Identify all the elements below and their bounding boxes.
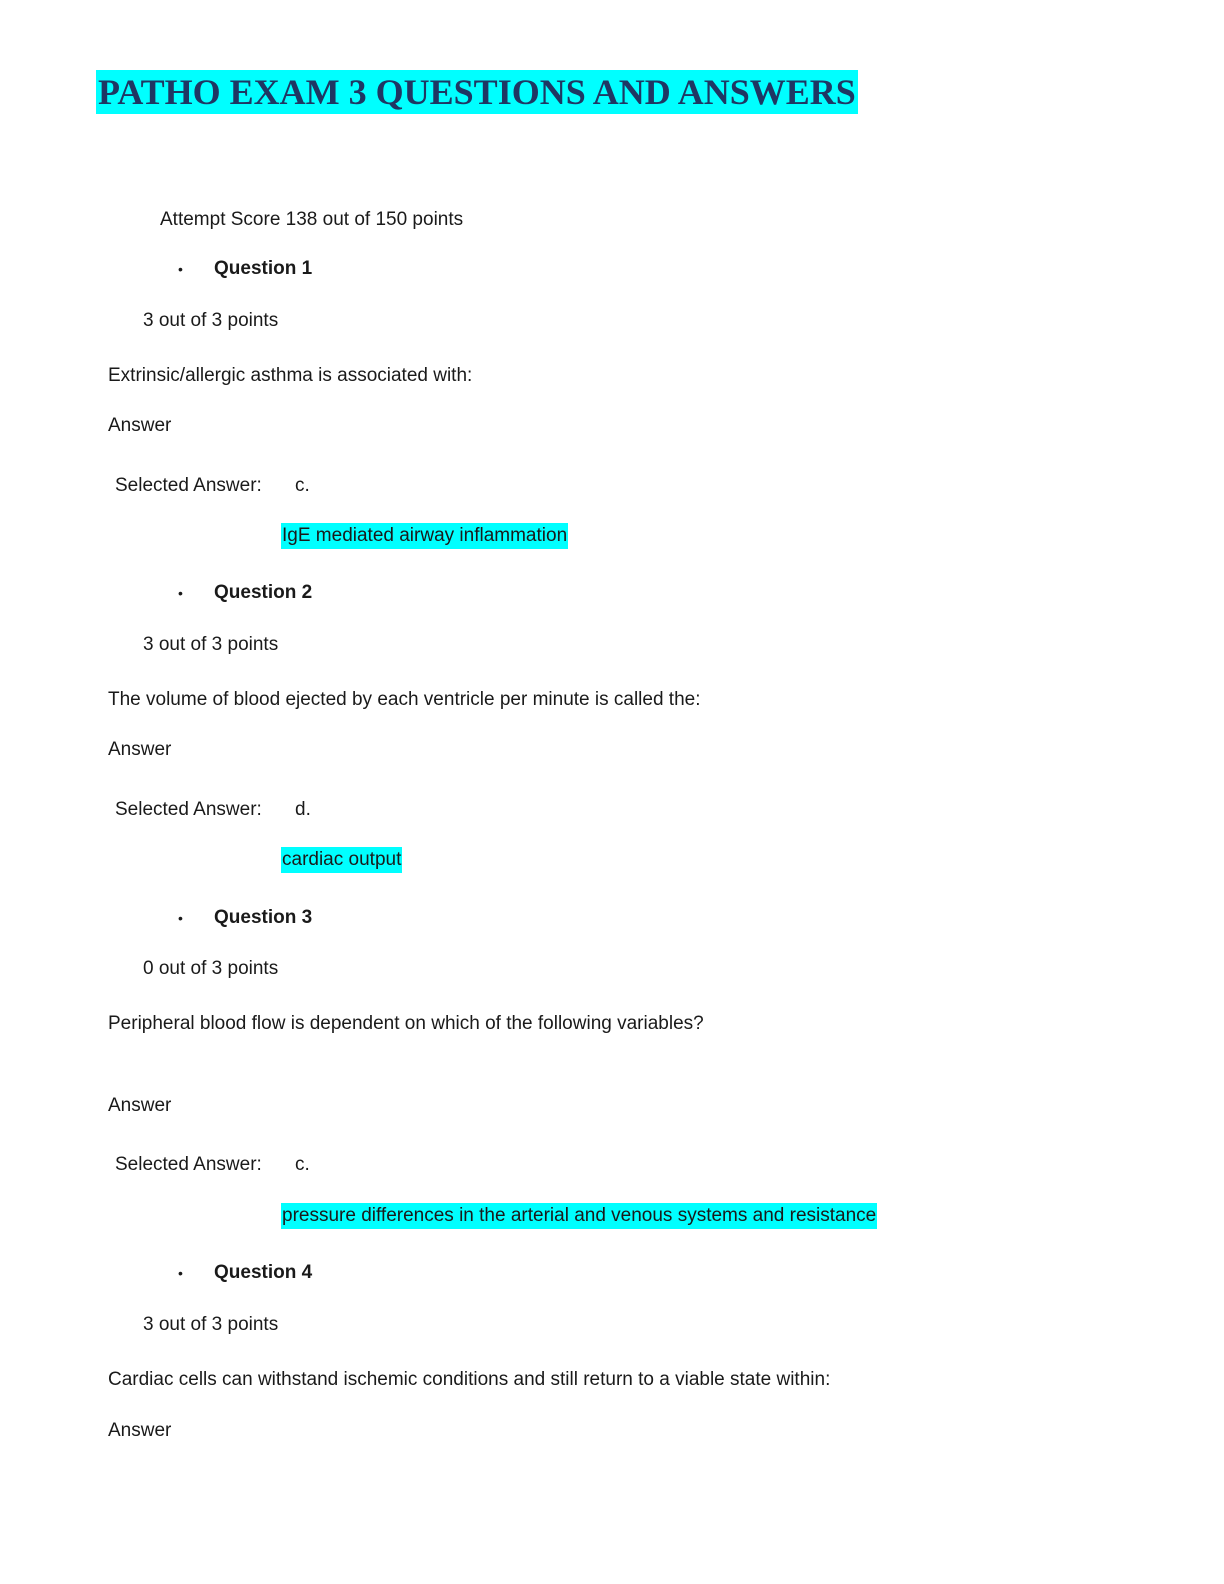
- selected-answer-label: Selected Answer:: [115, 475, 262, 496]
- selected-answer-letter: c.: [295, 475, 310, 496]
- selected-answer-text: IgE mediated airway inflammation: [281, 523, 568, 549]
- bullet-icon: •: [178, 261, 183, 277]
- question-prompt: The volume of blood ejected by each ventricle per minute is called the:: [108, 689, 701, 710]
- question-heading: Question 2: [214, 582, 313, 603]
- question-heading: Question 1: [214, 258, 313, 279]
- bullet-icon: •: [178, 910, 183, 926]
- question-prompt: Extrinsic/allergic asthma is associated with:: [108, 365, 473, 386]
- attempt-score: Attempt Score 138 out of 150 points: [160, 209, 464, 230]
- question-heading: Question 4: [214, 1262, 313, 1283]
- question-prompt: Cardiac cells can withstand ischemic conditions and still return to a viable state within:: [108, 1369, 831, 1390]
- selected-answer-text: cardiac output: [281, 847, 402, 873]
- document-title: PATHO EXAM 3 QUESTIONS AND ANSWERS: [98, 72, 856, 112]
- answer-label: Answer: [108, 739, 172, 760]
- answer-label: Answer: [108, 1095, 172, 1116]
- question-heading: Question 3: [214, 907, 313, 928]
- question-points: 0 out of 3 points: [143, 958, 279, 979]
- selected-answer-label: Selected Answer:: [115, 799, 262, 820]
- answer-label: Answer: [108, 415, 172, 436]
- question-prompt: Peripheral blood flow is dependent on which of the following variables?: [108, 1013, 704, 1034]
- bullet-icon: •: [178, 1265, 183, 1281]
- question-points: 3 out of 3 points: [143, 634, 279, 655]
- selected-answer-text: pressure differences in the arterial and venous systems and resistance: [281, 1203, 877, 1229]
- selected-answer-label: Selected Answer:: [115, 1154, 262, 1175]
- selected-answer-letter: d.: [295, 799, 311, 820]
- question-points: 3 out of 3 points: [143, 310, 279, 331]
- answer-label: Answer: [108, 1420, 172, 1441]
- selected-answer-letter: c.: [295, 1154, 310, 1175]
- bullet-icon: •: [178, 585, 183, 601]
- question-points: 3 out of 3 points: [143, 1314, 279, 1335]
